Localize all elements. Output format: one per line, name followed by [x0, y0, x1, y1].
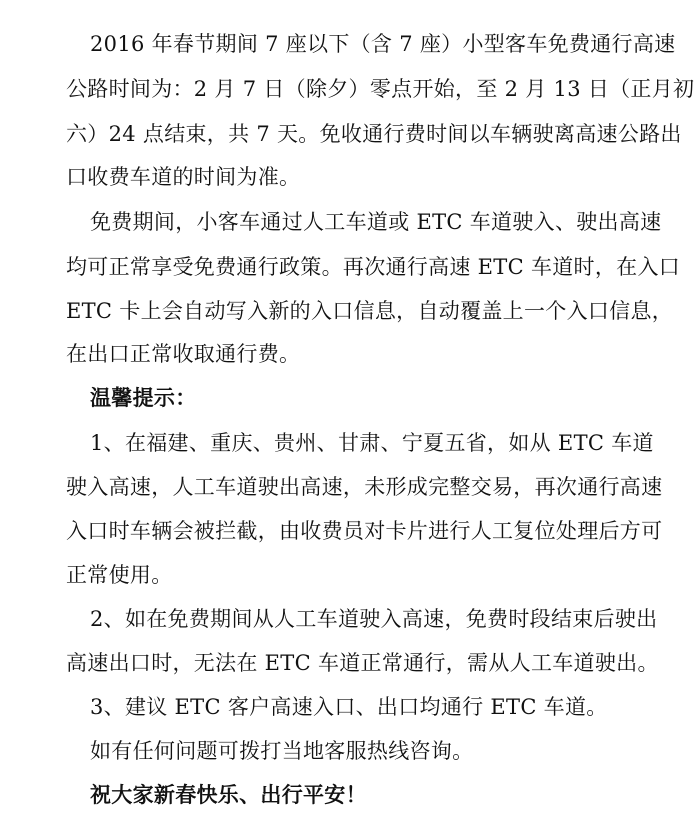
- contact-line: 如有任何问题可拨打当地客服热线咨询。: [90, 739, 474, 763]
- tip-1-line-2: 驶入高速，人工车道驶出高速，未形成完整交易，再次通行高速: [66, 475, 663, 499]
- paragraph-2-line-1: 免费期间，小客车通过人工车道或 ETC 车道驶入、驶出高速: [90, 210, 662, 234]
- paragraph-2-line-4: 在出口正常收取通行费。: [66, 342, 301, 366]
- tip-2-line-2: 高速出口时，无法在 ETC 车道正常通行，需从人工车道驶出。: [66, 651, 659, 675]
- paragraph-1-line-4: 口收费车道的时间为准。: [66, 165, 301, 189]
- paragraph-2-line-2: 均可正常享受免费通行政策。再次通行高速 ETC 车道时，在入口: [66, 255, 681, 279]
- closing-line: 祝大家新春快乐、出行平安！: [90, 782, 367, 807]
- paragraph-1-line-1: 2016 年春节期间 7 座以下（含 7 座）小型客车免费通行高速: [90, 32, 676, 56]
- paragraph-1-line-2: 公路时间为：2 月 7 日（除夕）零点开始，至 2 月 13 日（正月初: [66, 77, 695, 101]
- tip-3-line: 3、建议 ETC 客户高速入口、出口均通行 ETC 车道。: [90, 695, 608, 719]
- tips-heading: 温馨提示：: [90, 385, 197, 410]
- tip-2-line-1: 2、如在免费期间从人工车道驶入高速，免费时段结束后驶出: [90, 607, 658, 631]
- tip-1-line-1: 1、在福建、重庆、贵州、甘肃、宁夏五省，如从 ETC 车道: [90, 431, 654, 455]
- tip-1-line-4: 正常使用。: [66, 563, 173, 587]
- tip-1-line-3: 入口时车辆会被拦截，由收费员对卡片进行人工复位处理后方可: [66, 519, 663, 543]
- paragraph-1-line-3: 六）24 点结束，共 7 天。免收通行费时间以车辆驶离高速公路出: [66, 122, 682, 146]
- paragraph-2-line-3: ETC 卡上会自动写入新的入口信息，自动覆盖上一个入口信息，: [66, 299, 674, 323]
